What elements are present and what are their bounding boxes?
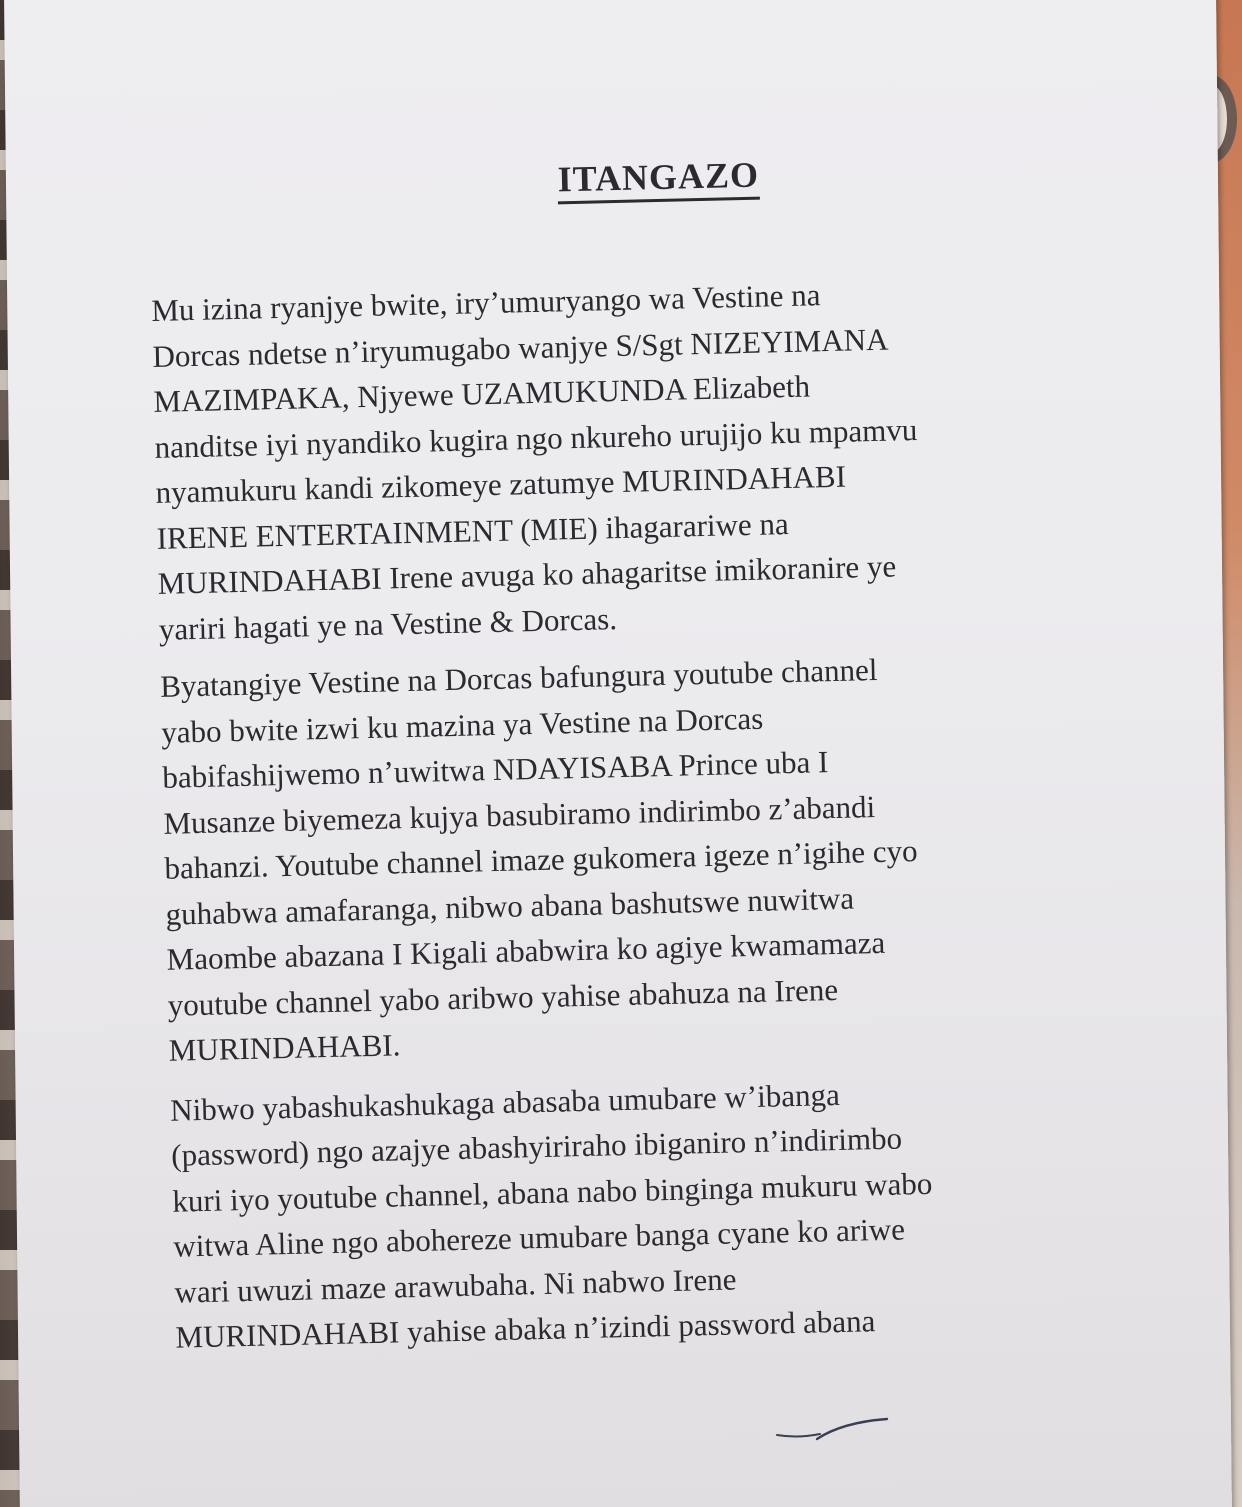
paragraph-line: yariri hagati ye na Vestine & Dorcas. (158, 600, 618, 647)
paragraph-line: IRENE ENTERTAINMENT (MIE) ihagarariwe na (156, 505, 790, 556)
paragraph-line: Dorcas ndetse n’iryumugabo wanjye S/Sgt NIZEYIMANA (152, 321, 889, 374)
paragraph-line: babifashijwemo n’uwitwa NDAYISABA Prince uba I (161, 744, 829, 795)
paragraph-line: youtube channel yabo aribwo yahise abahuza na Irene (167, 971, 839, 1023)
paragraph-line: witwa Aline ngo abohereze umubare banga cyane ko ariwe (172, 1211, 906, 1264)
paragraph-line: MURINDAHABI. (168, 1027, 401, 1068)
paragraph-line: wari uwuzi maze arawubaha. Ni nabwo Irene (174, 1260, 737, 1310)
paragraph-line: MURINDAHABI Irene avuga ko ahagaritse imikoranire ye (157, 548, 897, 601)
signature-mark (775, 1405, 895, 1445)
paragraph-line: Maombe abazana I Kigali ababwira ko agiye kwamamaza (166, 924, 886, 977)
paragraph-line: (password) ngo azajye abashyiriraho ibiganiro n’indirimbo (170, 1120, 903, 1173)
paragraph-line: guhabwa amafaranga, nibwo abana bashutswe nuwitwa (165, 880, 855, 932)
paragraph-line: bahanzi. Youtube channel imaze gukomera igeze n’igihe cyo (164, 833, 918, 886)
paragraph-1 (151, 265, 1119, 652)
paragraph-line: Byatangiye Vestine na Dorcas bafungura youtube channel (159, 651, 878, 704)
paragraph-line: nanditse iyi nyandiko kugira ngo nkureho urujijo ku mpamvu (154, 411, 918, 465)
paragraph-line: Mu izina ryanjye bwite, iry’umuryango wa Vestine na (150, 277, 821, 328)
paragraph-line: kuri iyo youtube channel, abana nabo binginga mukuru wabo (171, 1165, 933, 1219)
paragraph-line: MURINDAHABI yahise abaka n’izindi password abana (175, 1303, 876, 1355)
paragraph-line: MAZIMPAKA, Njyewe UZAMUKUNDA Elizabeth (153, 368, 811, 419)
paragraph-2 (160, 641, 1129, 1073)
paragraph-line: yabo bwite izwi ku mazina ya Vestine na Dorcas (160, 700, 764, 750)
paragraph-line: Nibwo yabashukashukaga abasaba umubare w’ibanga (169, 1076, 841, 1128)
announcement-document (148, 145, 1136, 1360)
document-title-text: ITANGAZO (557, 155, 759, 205)
paragraph-line: nyamukuru kandi zikomeye zatumye MURINDAHABI (155, 458, 847, 510)
paragraph-line: Musanze biyemeza kujya basubiramo indirimbo z’abandi (163, 788, 876, 841)
paragraph-3 (170, 1065, 1136, 1361)
